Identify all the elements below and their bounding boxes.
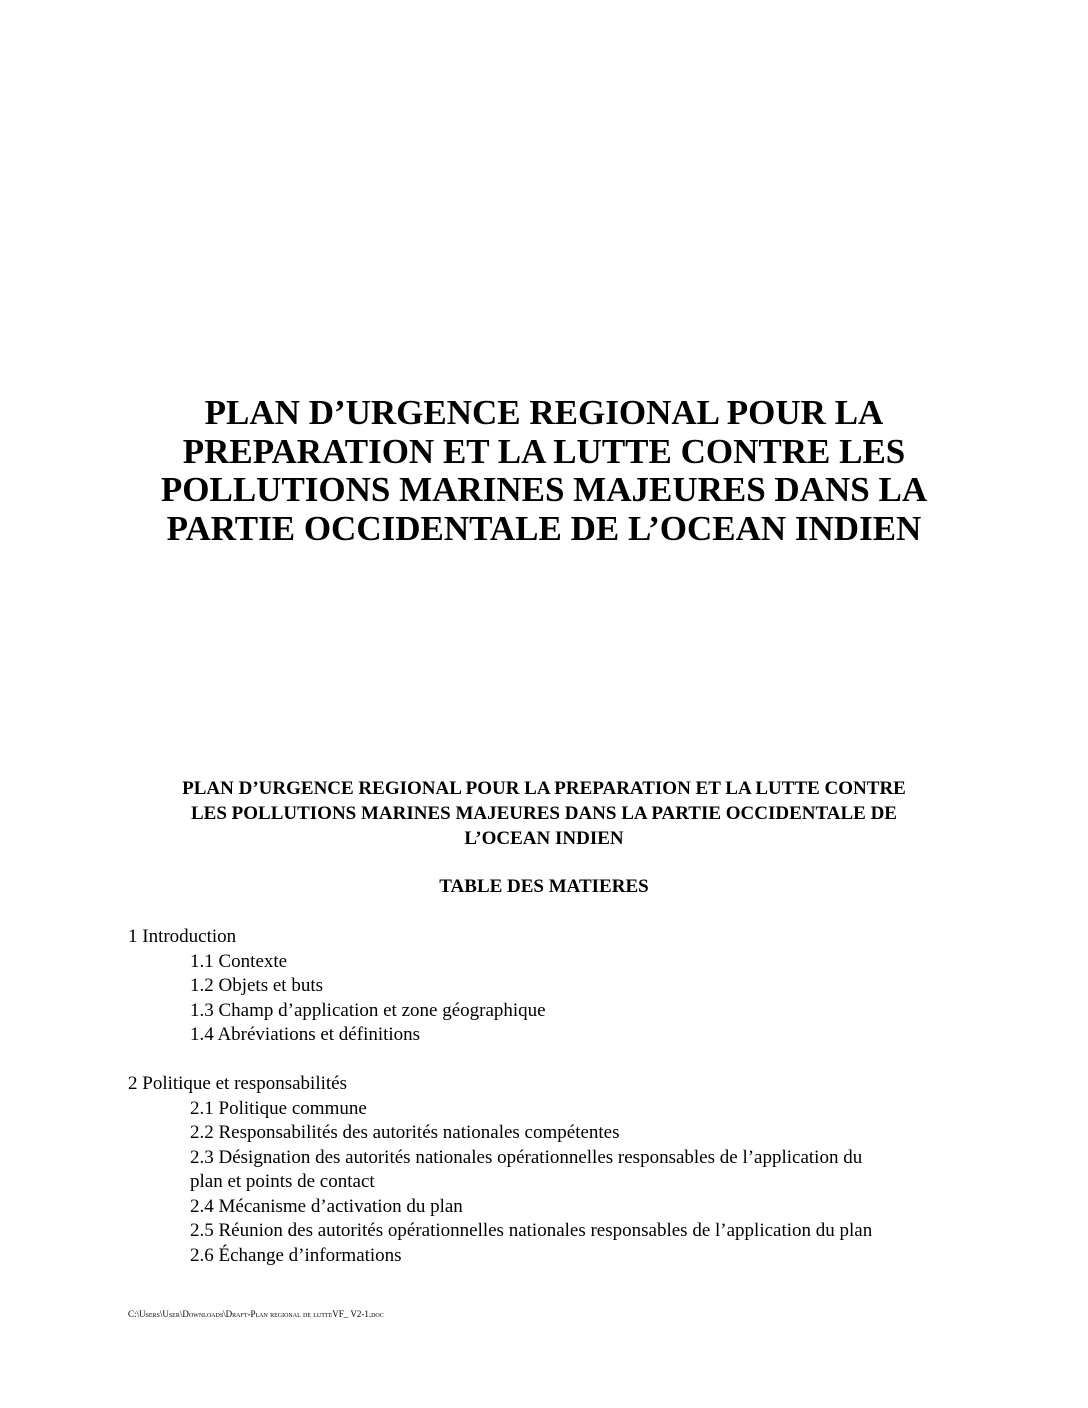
toc-item-text: 2.5 Réunion des autorités opérationnelles nationales responsables de l’application du plan xyxy=(190,1220,873,1241)
toc-item-text: 2.6 Échange d’informations xyxy=(190,1244,402,1266)
toc-item-text: 1.1 Contexte xyxy=(190,950,288,972)
document-title-line: PARTIE OCCIDENTALE DE L’OCEAN INDIEN xyxy=(166,508,922,548)
document-title xyxy=(120,394,968,548)
document-subtitle-line: PLAN D’URGENCE REGIONAL POUR LA PREPARATION ET LA LUTTE CONTRE xyxy=(182,778,906,799)
toc-item-text: 2.4 Mécanisme d’activation du plan xyxy=(190,1195,463,1217)
toc-item xyxy=(190,950,968,975)
toc-item xyxy=(190,1097,968,1122)
toc-item-text: 2.1 Politique commune xyxy=(190,1097,367,1119)
document-title-line: PLAN D’URGENCE REGIONAL POUR LA xyxy=(204,393,884,432)
table-of-contents xyxy=(128,925,968,1268)
footer-file-path: C:\Users\User\Downloads\Draft-Plan regional de lutteVF_ V2-1.doc xyxy=(128,1309,384,1319)
toc-heading: TABLE DES MATIERES xyxy=(439,876,649,897)
toc-item xyxy=(190,1146,968,1195)
toc-item-text: 1.3 Champ d’application et zone géographique xyxy=(190,999,546,1021)
toc-item-text: 2.3 Désignation des autorités nationales opérationnelles responsables de l’application du xyxy=(190,1146,863,1168)
toc-item xyxy=(190,1195,968,1220)
toc-chapter-title: 1 Introduction xyxy=(128,926,237,947)
toc-chapter-title: 2 Politique et responsabilités xyxy=(128,1073,348,1094)
toc-item xyxy=(190,1244,968,1269)
toc-section xyxy=(128,1072,968,1268)
toc-section xyxy=(128,925,968,1048)
toc-item xyxy=(190,1121,968,1146)
toc-item-text: 2.2 Responsabilités des autorités nationales compétentes xyxy=(190,1122,620,1143)
toc-item xyxy=(190,974,968,999)
document-title-line: POLLUTIONS MARINES MAJEURES DANS LA xyxy=(160,470,928,509)
document-title-line: PREPARATION ET LA LUTTE CONTRE LES xyxy=(182,431,906,471)
toc-item-text-continuation: plan et points de contact xyxy=(190,1171,375,1192)
toc-item xyxy=(190,1219,968,1244)
document-subtitle xyxy=(120,776,968,851)
toc-item-text: 1.2 Objets et buts xyxy=(190,975,323,996)
document-subtitle-line: L’OCEAN INDIEN xyxy=(464,828,624,849)
toc-item-text: 1.4 Abréviations et définitions xyxy=(190,1024,421,1045)
toc-item-list xyxy=(128,1097,968,1269)
toc-item xyxy=(190,999,968,1024)
document-subtitle-line: LES POLLUTIONS MARINES MAJEURES DANS LA PARTIE OCCIDENTALE DE xyxy=(191,803,897,824)
toc-item xyxy=(190,1023,968,1048)
toc-item-list xyxy=(128,950,968,1048)
